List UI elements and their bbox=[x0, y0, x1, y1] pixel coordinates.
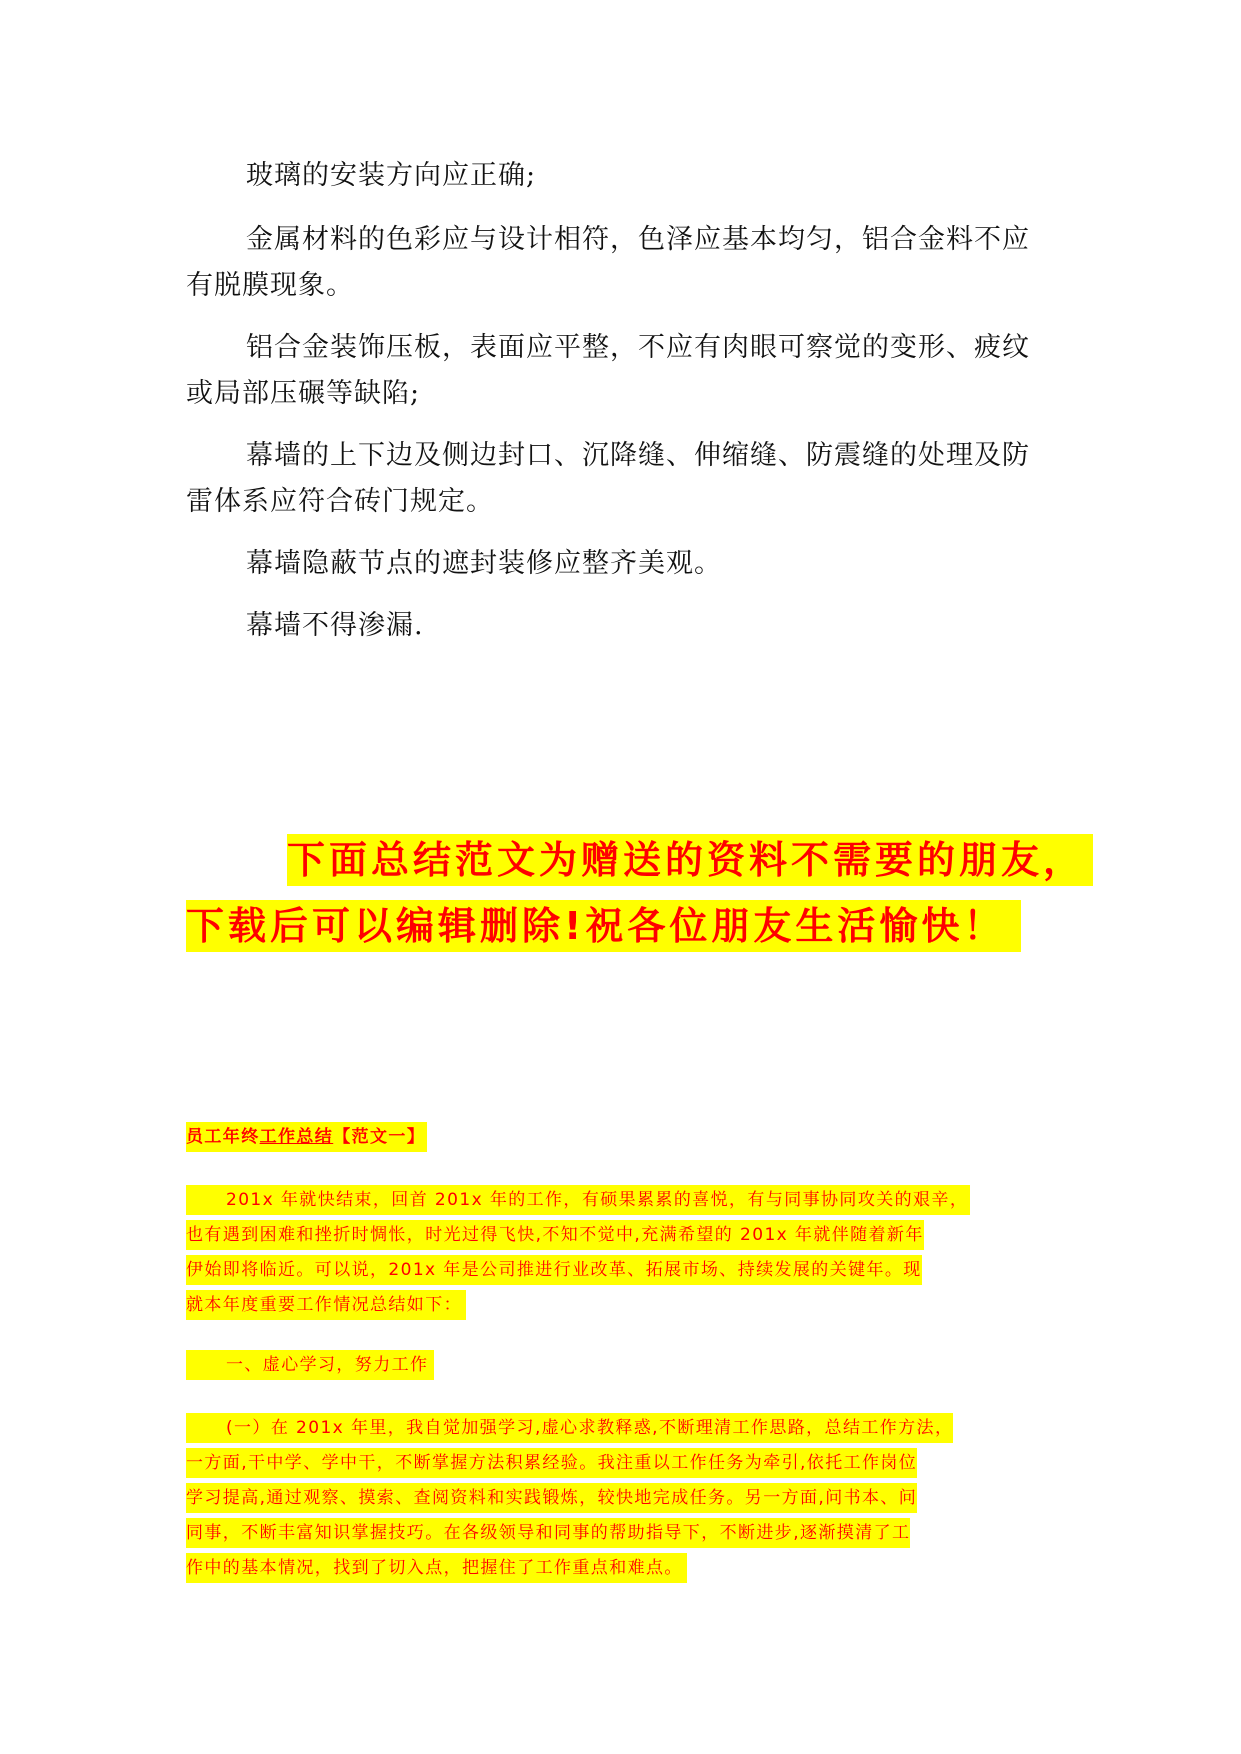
intro-line2: 也有遇到困难和挫折时惆怅，时光过得飞快,不知不觉中,充满希望的 201x 年就伴随着新年 bbox=[186, 1220, 924, 1250]
s1p1-line5: 作中的基本情况，找到了切入点，把握住了工作重点和难点。 bbox=[186, 1553, 687, 1583]
paragraph-metal-color-line1: 金属材料的色彩应与设计相符，色泽应基本均匀，铝合金料不应 bbox=[246, 224, 1030, 255]
paragraph-metal-color-line2: 有脱膜现象。 bbox=[186, 270, 354, 301]
s1p1-line3: 学习提高,通过观察、摸索、查阅资料和实践锻炼，较快地完成任务。另一方面,问书本、问 bbox=[186, 1483, 917, 1513]
paragraph-curtain-wall-edges-line2: 雷体系应符合砖门规定。 bbox=[186, 486, 494, 517]
notice-line1: 下面总结范文为赠送的资料不需要的朋友， bbox=[287, 834, 1093, 886]
intro-line3: 伊始即将临近。可以说，201x 年是公司推进行业改革、拓展市场、持续发展的关键年。现 bbox=[186, 1255, 922, 1285]
sample-title bbox=[186, 1122, 427, 1152]
s1p1-line4: 同事，不断丰富知识掌握技巧。在各级领导和同事的帮助指导下，不断进步,逐渐摸清了工 bbox=[186, 1518, 910, 1548]
section1-heading: 一、虚心学习，努力工作 bbox=[186, 1350, 434, 1380]
s1p1-line1: (一）在 201x 年里，我自觉加强学习,虚心求教释惑,不断理清工作思路，总结工作方法， bbox=[186, 1413, 953, 1443]
paragraph-glass-direction: 玻璃的安装方向应正确; bbox=[246, 160, 537, 191]
intro-line4: 就本年度重要工作情况总结如下： bbox=[186, 1290, 466, 1320]
paragraph-curtain-wall-edges-line1: 幕墙的上下边及侧边封口、沉降缝、伸缩缝、防震缝的处理及防 bbox=[246, 440, 1030, 471]
s1p1-line2: 一方面,干中学、学中干，不断掌握方法积累经验。我注重以工作任务为牵引,依托工作岗位 bbox=[186, 1448, 917, 1478]
intro-line1: 201x 年就快结束，回首 201x 年的工作，有硕果累累的喜悦，有与同事协同攻关的艰辛， bbox=[186, 1185, 970, 1215]
sample-title-prefix: 员工年终 bbox=[186, 1127, 260, 1147]
notice-line2: 下载后可以编辑删除!祝各位朋友生活愉快！ bbox=[186, 900, 1021, 952]
paragraph-no-leakage: 幕墙不得渗漏. bbox=[246, 610, 424, 641]
paragraph-hidden-nodes: 幕墙隐蔽节点的遮封装修应整齐美观。 bbox=[246, 548, 722, 579]
paragraph-trim-panel-line1: 铝合金装饰压板，表面应平整，不应有肉眼可察觉的变形、疲纹 bbox=[246, 332, 1030, 363]
sample-title-link[interactable]: 工作总结 bbox=[259, 1127, 334, 1147]
paragraph-trim-panel-line2: 或局部压碾等缺陷; bbox=[186, 378, 421, 409]
sample-title-suffix: 【范文一】 bbox=[333, 1127, 426, 1147]
